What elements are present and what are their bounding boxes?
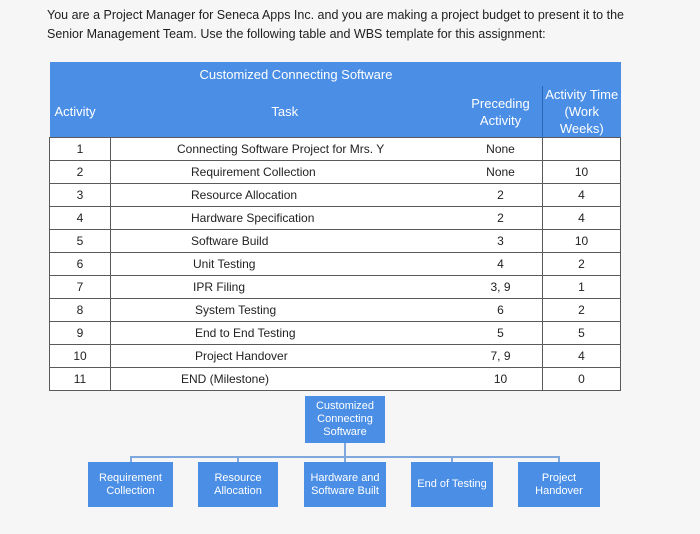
cell-preceding-activity: 3: [459, 230, 543, 253]
table-row: [50, 230, 621, 253]
assignment-instructions: You are a Project Manager for Seneca Apps Inc. and you are making a project budget to present it to the Senior Management Team. Use the following table and WBS template for this assignment:: [47, 8, 624, 41]
table-title: Customized Connecting Software: [50, 62, 543, 86]
cell-preceding-activity: 4: [459, 253, 543, 276]
cell-task: Unit Testing: [111, 253, 460, 276]
table-row: [50, 299, 621, 322]
cell-activity-time: 10: [543, 230, 621, 253]
cell-preceding-activity: 7, 9: [459, 345, 543, 368]
cell-activity-time: 0: [543, 368, 621, 391]
cell-activity-time: 10: [543, 161, 621, 184]
cell-preceding-activity: None: [459, 138, 543, 161]
header-task: Task: [111, 86, 460, 138]
wbs-connector-5: [558, 456, 560, 462]
cell-activity: 8: [50, 299, 111, 322]
wbs-connector-1: [130, 456, 132, 462]
wbs-connector-3: [344, 456, 346, 462]
table-row: [50, 184, 621, 207]
cell-task: Hardware Specification: [111, 207, 460, 230]
cell-task: End to End Testing: [111, 322, 460, 345]
wbs-box-resource-allocation: Resource Allocation: [198, 462, 278, 507]
cell-activity: 11: [50, 368, 111, 391]
cell-activity-time: 4: [543, 184, 621, 207]
cell-activity: 5: [50, 230, 111, 253]
wbs-box-requirement-collection: Requirement Collection: [88, 462, 173, 507]
cell-activity-time: 2: [543, 299, 621, 322]
cell-activity: 6: [50, 253, 111, 276]
cell-task: System Testing: [111, 299, 460, 322]
cell-task: Project Handover: [111, 345, 460, 368]
table-row: [50, 322, 621, 345]
wbs-connector-horizontal: [130, 456, 560, 458]
cell-preceding-activity: 3, 9: [459, 276, 543, 299]
table-row: [50, 207, 621, 230]
wbs-connector-4: [451, 456, 453, 462]
cell-task: Connecting Software Project for Mrs. Y: [111, 138, 460, 161]
cell-task: Requirement Collection: [111, 161, 460, 184]
table-row: [50, 161, 621, 184]
cell-task: Resource Allocation: [111, 184, 460, 207]
cell-activity-time: 1: [543, 276, 621, 299]
cell-task: Software Build: [111, 230, 460, 253]
cell-activity: 4: [50, 207, 111, 230]
table-title-spacer: [543, 62, 621, 86]
wbs-box-hardware-software-built: Hardware and Software Built: [304, 462, 386, 507]
table-row: [50, 276, 621, 299]
cell-activity-time: 5: [543, 322, 621, 345]
cell-activity: 9: [50, 322, 111, 345]
wbs-connector-root: [344, 443, 346, 457]
cell-preceding-activity: 6: [459, 299, 543, 322]
table-body: [50, 138, 621, 391]
cell-preceding-activity: None: [459, 161, 543, 184]
cell-task: END (Milestone): [111, 368, 460, 391]
table-row: [50, 368, 621, 391]
cell-activity: 1: [50, 138, 111, 161]
wbs-box-project-handover: Project Handover: [518, 462, 600, 507]
cell-activity: 2: [50, 161, 111, 184]
wbs-connector-2: [237, 456, 239, 462]
cell-preceding-activity: 10: [459, 368, 543, 391]
cell-activity-time: 4: [543, 345, 621, 368]
header-activity: Activity: [50, 86, 111, 138]
cell-activity: 3: [50, 184, 111, 207]
cell-activity-time: 4: [543, 207, 621, 230]
cell-activity-time: 2: [543, 253, 621, 276]
cell-preceding-activity: 2: [459, 184, 543, 207]
activity-table: [49, 62, 621, 391]
cell-activity: 7: [50, 276, 111, 299]
cell-preceding-activity: 2: [459, 207, 543, 230]
table-row: [50, 138, 621, 161]
cell-activity-time: [543, 138, 621, 161]
wbs-box-end-of-testing: End of Testing: [411, 462, 493, 507]
cell-activity: 10: [50, 345, 111, 368]
header-preceding-activity: Preceding Activity: [459, 86, 543, 138]
table-row: [50, 345, 621, 368]
cell-preceding-activity: 5: [459, 322, 543, 345]
header-activity-time: Activity Time (Work Weeks): [543, 86, 621, 138]
wbs-root-box: Customized Connecting Software: [305, 396, 385, 443]
cell-task: IPR Filing: [111, 276, 460, 299]
table-row: [50, 253, 621, 276]
